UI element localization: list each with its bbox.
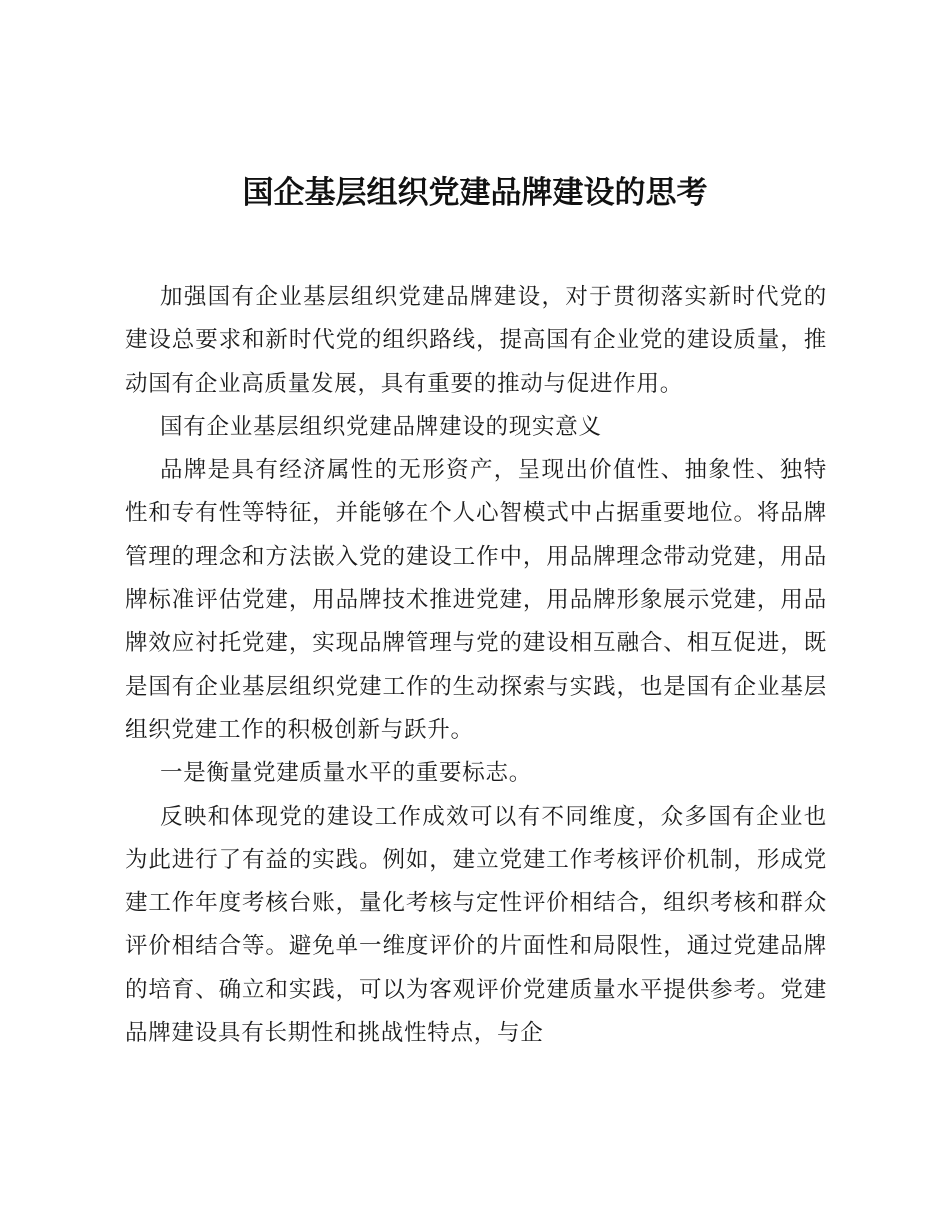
paragraph-brand-definition: 品牌是具有经济属性的无形资产，呈现出价值性、抽象性、独特性和专有性等特征，并能够在个人心智模式中占据重要地位。将品牌管理的理念和方法嵌入党的建设工作中，用品牌理念带动党建，用品牌标准评估党建，用品牌技术推进党建，用品牌形象展示党建，用品牌效应衬托党建，实现品牌管理与党的建设相互融合、相互促进，既是国有企业基层组织党建工作的生动探索与实践，也是国有企业基层组织党建工作的积极创新与跃升。 — [125, 457, 827, 743]
subheading-point-one: 一是衡量党建质量水平的重要标志。 — [160, 760, 533, 787]
document-body — [125, 276, 827, 1055]
paragraph-intro: 加强国有企业基层组织党建品牌建设，对于贯彻落实新时代党的建设总要求和新时代党的组织路线，提高国有企业党的建设质量，推动国有企业高质量发展，具有重要的推动与促进作用。 — [125, 284, 827, 397]
paragraph-evaluation: 反映和体现党的建设工作成效可以有不同维度，众多国有企业也为此进行了有益的实践。例如，建立党建工作考核评价机制，形成党建工作年度考核台账，量化考核与定性评价相结合，组织考核和群众评价相结合等。避免单一维度评价的片面性和局限性，通过党建品牌的培育、确立和实践，可以为客观评价党建质量水平提供参考。党建品牌建设具有长期性和挑战性特点，与企 — [125, 803, 827, 1047]
document-title: 国企基层组织党建品牌建设的思考 — [242, 175, 708, 211]
section-heading-significance: 国有企业基层组织党建品牌建设的现实意义 — [160, 413, 602, 440]
